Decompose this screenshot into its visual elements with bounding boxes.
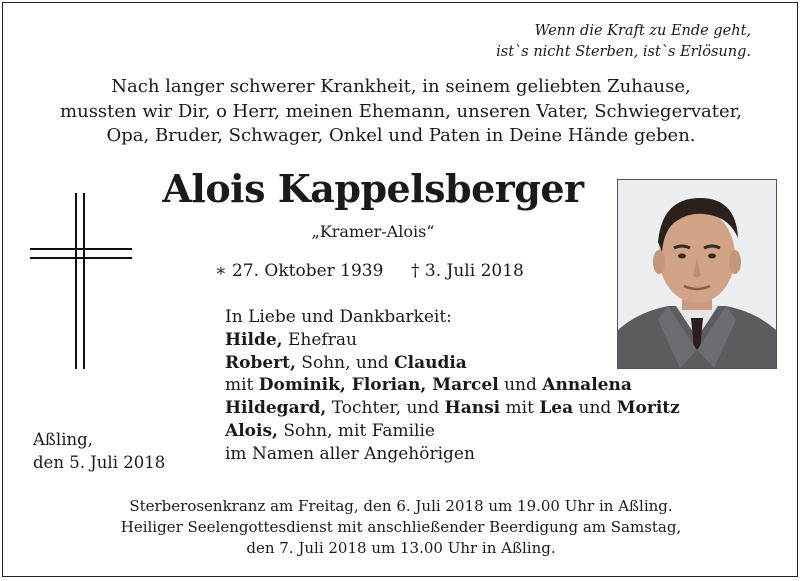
intro-text <box>3 75 799 149</box>
survivor-line-1: Hilde, Ehefrau <box>225 329 357 350</box>
place-line-2: den 5. Juli 2018 <box>33 453 166 472</box>
motto-line-1: Wenn die Kraft zu Ende geht, <box>534 23 751 39</box>
death-date: † 3. Juli 2018 <box>411 261 524 281</box>
intro-line-3: Opa, Bruder, Schwager, Onkel und Paten in Deine Hände geben. <box>106 125 696 146</box>
survivor-line-4: Hildegard, Tochter, und Hansi mit Lea und Moritz <box>225 398 680 419</box>
service-details <box>3 496 799 559</box>
obituary-card <box>2 2 798 577</box>
cross-icon <box>30 193 132 371</box>
deceased-nickname: „Kramer-Alois“ <box>311 222 435 241</box>
motto-line-2: ist`s nicht Sterben, ist`s Erlösung. <box>496 44 751 60</box>
service-line-3: den 7. Juli 2018 um 13.00 Uhr in Aßling. <box>246 539 556 557</box>
service-line-1: Sterberosenkranz am Freitag, den 6. Juli 2018 um 19.00 Uhr in Aßling. <box>129 497 673 515</box>
deceased-name: Alois Kappelsberger <box>162 166 584 211</box>
motto-quote <box>431 21 751 63</box>
survivor-line-5: Alois, Sohn, mit Familie <box>225 420 435 441</box>
intro-line-1: Nach langer schwerer Krankheit, in seinem geliebten Zuhause, <box>111 76 691 97</box>
service-line-2: Heiliger Seelengottesdienst mit anschließender Beerdigung am Samstag, <box>120 518 682 536</box>
survivors-heading: In Liebe und Dankbarkeit: <box>225 307 452 327</box>
place-and-date <box>33 428 173 474</box>
intro-line-2: mussten wir Dir, o Herr, meinen Ehemann, unseren Vater, Schwiegervater, <box>60 100 742 122</box>
place-line-1: Aßling, <box>33 430 93 449</box>
survivors-list <box>225 306 745 466</box>
survivor-line-6: im Namen aller Angehörigen <box>225 443 475 464</box>
birth-date: ∗ 27. Oktober 1939 <box>215 261 384 281</box>
survivor-line-3: mit Dominik, Florian, Marcel und Annalena <box>225 375 632 396</box>
survivor-line-2: Robert, Sohn, und Claudia <box>225 352 467 373</box>
